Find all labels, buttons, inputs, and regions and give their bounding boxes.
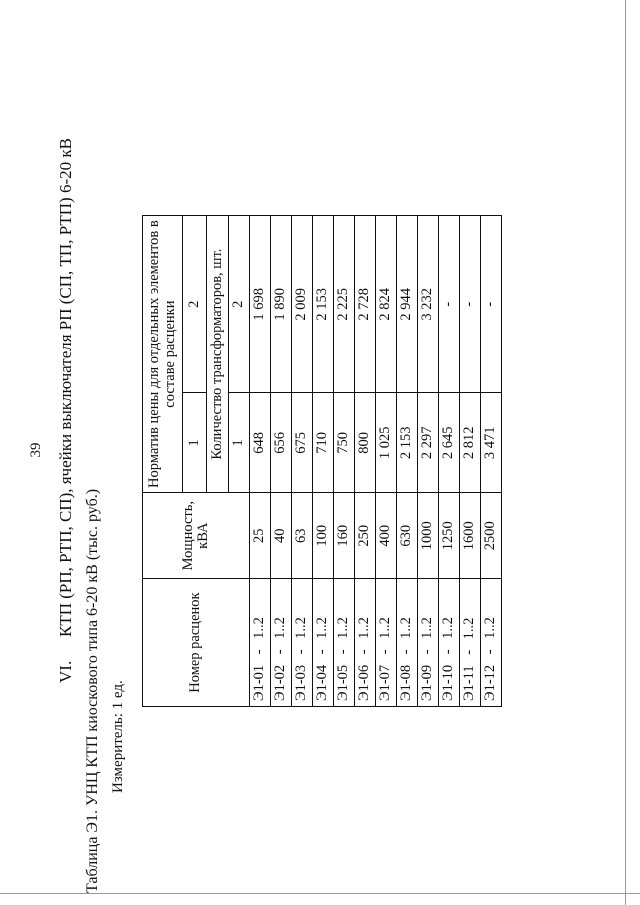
rate-code-cell xyxy=(460,579,481,707)
header-row-1 xyxy=(143,216,183,707)
rate-code-cell xyxy=(376,579,397,707)
header-transformer-count: Количество трансформаторов, шт. xyxy=(207,216,229,493)
table-row xyxy=(460,216,481,707)
header-code: Номер расценок xyxy=(143,579,250,707)
price-1-cell: 750 xyxy=(334,393,355,493)
rate-code-range: 1..2 xyxy=(440,617,457,639)
rate-code-range: 1..2 xyxy=(272,617,289,639)
price-1-cell: 675 xyxy=(292,393,313,493)
power-cell: 630 xyxy=(397,493,418,579)
power-cell: 1600 xyxy=(460,493,481,579)
section-number: VI. xyxy=(56,660,75,683)
rate-code-cell xyxy=(355,579,376,707)
rate-code-range: 1..2 xyxy=(377,617,394,639)
price-2-cell: 2 728 xyxy=(355,216,376,393)
rate-code-dash: - xyxy=(251,649,268,655)
rate-code-dash: - xyxy=(293,649,310,655)
power-cell: 40 xyxy=(271,493,292,579)
power-cell: 160 xyxy=(334,493,355,579)
power-cell: 400 xyxy=(376,493,397,579)
rate-code: Э1-02 xyxy=(272,664,289,701)
rate-code-range: 1..2 xyxy=(335,617,352,639)
power-cell: 2500 xyxy=(481,493,502,579)
price-2-cell: 2 153 xyxy=(313,216,334,393)
rate-code-dash: - xyxy=(272,649,289,655)
price-1-cell: 2 153 xyxy=(397,393,418,493)
price-2-cell: 3 232 xyxy=(418,216,439,393)
rate-code-dash: - xyxy=(461,649,478,655)
rate-code-range: 1..2 xyxy=(314,617,331,639)
rate-code-cell xyxy=(481,579,502,707)
rate-code-cell xyxy=(313,579,334,707)
rate-code-dash: - xyxy=(335,649,352,655)
rate-code-range: 1..2 xyxy=(461,617,478,640)
price-2-cell: - xyxy=(460,216,481,393)
header-group: Норматив цены для отдельных элементов в составе расценки xyxy=(143,216,183,493)
power-cell: 1250 xyxy=(439,493,460,579)
header-element-1: 1 xyxy=(183,393,207,493)
table-row xyxy=(439,216,460,707)
rate-code-dash: - xyxy=(419,649,436,655)
rate-code: Э1-08 xyxy=(398,664,415,701)
price-1-cell: 2 645 xyxy=(439,393,460,493)
rate-code-dash: - xyxy=(440,649,457,655)
power-cell: 100 xyxy=(313,493,334,579)
rate-code-cell xyxy=(292,579,313,707)
rate-code: Э1-06 xyxy=(356,664,373,701)
table-row xyxy=(271,216,292,707)
price-2-cell: 2 824 xyxy=(376,216,397,393)
power-cell: 250 xyxy=(355,493,376,579)
table-caption: Таблица Э1. УНЦ КТП киоскового типа 6-20 кВ (тыс. руб.) xyxy=(84,488,101,893)
table-row xyxy=(250,216,271,707)
rate-code: Э1-09 xyxy=(419,664,436,701)
table-row xyxy=(481,216,502,707)
price-1-cell: 800 xyxy=(355,393,376,493)
rate-code-range: 1..2 xyxy=(482,617,499,639)
rate-code: Э1-12 xyxy=(482,664,499,701)
header-count-2: 2 xyxy=(229,216,250,393)
rates-table xyxy=(142,215,502,707)
price-1-cell: 710 xyxy=(313,393,334,493)
price-1-cell: 2 812 xyxy=(460,393,481,493)
rate-code-cell xyxy=(439,579,460,707)
table-row xyxy=(355,216,376,707)
rate-code-range: 1..2 xyxy=(398,617,415,639)
rate-code-cell xyxy=(418,579,439,707)
rate-code-cell xyxy=(250,579,271,707)
price-2-cell: - xyxy=(439,216,460,393)
header-count-1: 1 xyxy=(229,393,250,493)
unit-of-measure: Измеритель: 1 ед. xyxy=(110,680,126,793)
price-2-cell: 1 890 xyxy=(271,216,292,393)
rate-code-range: 1..2 xyxy=(356,617,373,639)
page-number: 39 xyxy=(28,442,44,458)
rate-code-dash: - xyxy=(482,649,499,655)
price-2-cell: 1 698 xyxy=(250,216,271,393)
power-cell: 1000 xyxy=(418,493,439,579)
rate-code: Э1-11 xyxy=(461,665,478,701)
rate-code-dash: - xyxy=(398,649,415,655)
rate-code: Э1-07 xyxy=(377,664,394,701)
rate-code: Э1-01 xyxy=(251,664,268,701)
rate-code-cell xyxy=(397,579,418,707)
price-2-cell: 2 009 xyxy=(292,216,313,393)
table-row xyxy=(313,216,334,707)
rate-code-range: 1..2 xyxy=(419,617,436,639)
section-title xyxy=(56,138,76,683)
table-row xyxy=(292,216,313,707)
table-row xyxy=(418,216,439,707)
table-row xyxy=(397,216,418,707)
rate-code: Э1-04 xyxy=(314,664,331,701)
rate-code-cell xyxy=(271,579,292,707)
price-1-cell: 1 025 xyxy=(376,393,397,493)
rate-code: Э1-05 xyxy=(335,664,352,701)
rate-code-range: 1..2 xyxy=(293,617,310,639)
rate-code-dash: - xyxy=(314,649,331,655)
price-2-cell: 2 225 xyxy=(334,216,355,393)
power-cell: 63 xyxy=(292,493,313,579)
rate-code: Э1-03 xyxy=(293,664,310,701)
price-1-cell: 2 297 xyxy=(418,393,439,493)
section-title-text: КТП (РП, РТП, СП), ячейки выключателя РП (СП, ТП, РТП) 6-20 кВ xyxy=(56,138,75,637)
price-2-cell: 2 944 xyxy=(397,216,418,393)
power-cell: 25 xyxy=(250,493,271,579)
rate-code: Э1-10 xyxy=(440,664,457,701)
header-power: Мощность, кВА xyxy=(143,493,250,579)
price-1-cell: 648 xyxy=(250,393,271,493)
rate-code-range: 1..2 xyxy=(251,617,268,639)
table-row xyxy=(334,216,355,707)
price-2-cell: - xyxy=(481,216,502,393)
table-row xyxy=(376,216,397,707)
price-1-cell: 656 xyxy=(271,393,292,493)
rate-code-dash: - xyxy=(377,649,394,655)
rate-code-dash: - xyxy=(356,649,373,655)
rate-code-cell xyxy=(334,579,355,707)
price-1-cell: 3 471 xyxy=(481,393,502,493)
header-element-2: 2 xyxy=(183,216,207,393)
